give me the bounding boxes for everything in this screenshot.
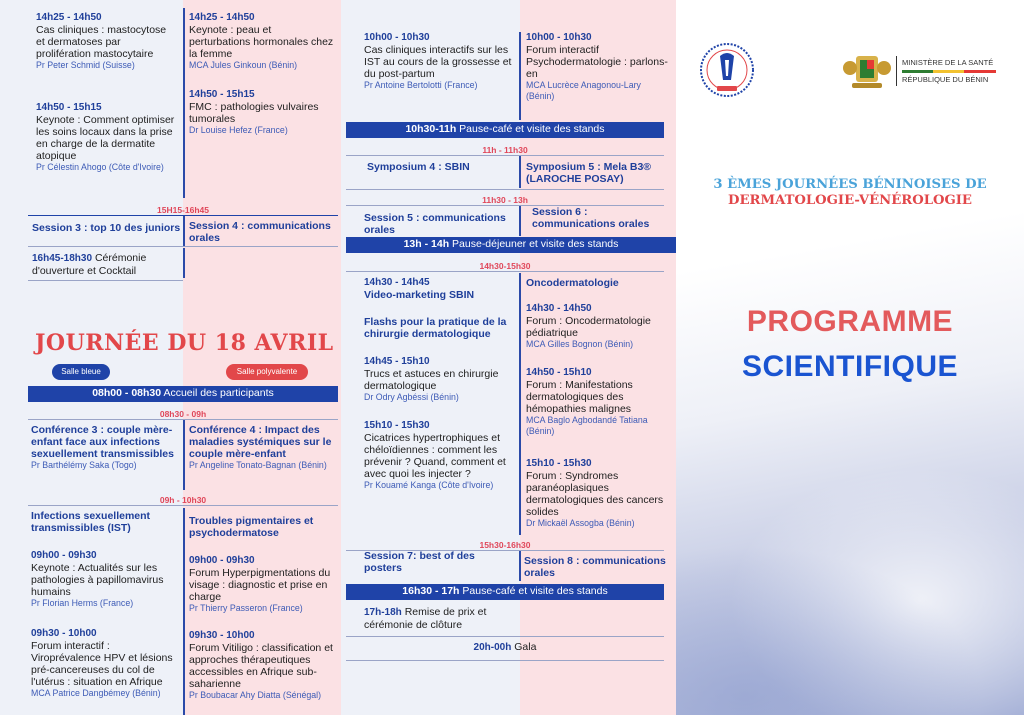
time-label: 14h50 - 15h15 [36, 102, 102, 113]
talk-title: FMC : pathologies vulvaires tumorales [189, 101, 319, 125]
time-slot-label: 11h30 - 13h [482, 195, 528, 205]
speaker: MCA Gilles Bognon (Bénin) [526, 339, 634, 349]
speaker: Dr Mickaël Assogba (Bénin) [526, 518, 635, 528]
time-label: 13h - 14h [403, 238, 450, 250]
time-label: 10h30-11h [405, 123, 457, 135]
program-subtitle: SCIENTIFIQUE [741, 350, 958, 383]
talk-title: Forum : Oncodermatologie pédiatrique [526, 315, 651, 339]
coffee-break-bar [346, 122, 664, 138]
talk-title: Forum interactif : Viroprévalence HPV et lésions pré-cancereuses du col de l'utérus : situation en Afrique [31, 640, 173, 688]
time-label: 16h45-18h30 [32, 253, 93, 264]
program-block [189, 89, 334, 136]
column-divider [519, 32, 521, 120]
event-text: Pause-café et visite des stands [456, 123, 605, 135]
day-title: JOURNÉE DU 18 AVRIL [35, 330, 334, 356]
ceremony-line [32, 252, 182, 277]
talk-title: Keynote : Comment optimiser les soins locaux dans la prise en charge de la dermatite atopique [36, 114, 175, 162]
column-divider [519, 156, 521, 188]
time-label: 20h-00h [473, 642, 512, 653]
speaker: Pr Boubacar Ahy Diatta (Sénégal) [189, 690, 322, 700]
time-label: 10h00 - 10h30 [364, 32, 430, 43]
speaker: Pr Florian Herms (France) [31, 598, 134, 608]
time-label: 14h25 - 14h50 [189, 12, 255, 23]
column-divider [183, 248, 185, 278]
time-slot-label: 11h - 11h30 [482, 145, 528, 155]
talk-title: Forum : Manifestations dermatologiques des hémopathies malignes [526, 379, 633, 415]
talk-title: Forum Hyperpigmentations du visage : diagnostic et prise en charge [189, 567, 331, 603]
time-slot-label: 08h30 - 09h [159, 409, 207, 419]
session-title: Session 4 : communications orales [189, 220, 331, 244]
time-label: 09h00 - 09h30 [189, 555, 255, 566]
program-block [36, 102, 178, 173]
time-label: 14h30 - 14h45 [364, 277, 430, 288]
column-divider [183, 8, 185, 198]
program-block [189, 555, 339, 614]
time-label: 14h30 - 14h50 [526, 303, 592, 314]
event-text: Cérémonie d'ouverture et Cocktail [32, 252, 147, 277]
speaker: Pr Barthélémy Saka (Togo) [31, 460, 137, 470]
welcome-bar [28, 386, 338, 402]
session-title: Session 8 : communications orales [524, 555, 666, 579]
event-text: Gala [511, 641, 537, 653]
lunch-bar [346, 237, 676, 253]
speaker: Pr Antoine Bertolotti (France) [364, 80, 478, 90]
session-title: Session 3 : top 10 des juniors [32, 222, 181, 234]
session-title: Flashs pour la pratique de la chirurgie dermatologique [364, 316, 507, 340]
program-title: PROGRAMME [746, 305, 954, 338]
session-title: Symposium 5 : Mela B3® (LAROCHE POSAY) [526, 161, 652, 185]
conference-block [189, 424, 339, 471]
program-block [364, 32, 514, 91]
conference-title-line-2: DERMATOLOGIE-VÉNÉROLOGIE [728, 193, 972, 208]
speaker: MCA Jules Ginkoun (Bénin) [189, 60, 298, 70]
ministry-block [902, 58, 1012, 85]
conference-block [31, 424, 181, 471]
column-divider [183, 216, 185, 246]
time-slot-label: 14h30-15h30 [479, 261, 531, 271]
speaker: Pr Thierry Passeron (France) [189, 603, 303, 613]
talk-title: Forum interactif Psychodermatologie : parlons-en [526, 44, 668, 80]
program-block [364, 356, 516, 403]
session-title: Troubles pigmentaires et psychodermatose [189, 515, 314, 539]
time-label: 09h30 - 10h00 [31, 628, 97, 639]
event-text: Pause-café et visite des stands [459, 585, 608, 597]
time-label: 09h00 - 09h30 [31, 550, 97, 561]
speaker: MCA Baglo Agbodandé Tatiana (Bénin) [526, 415, 648, 436]
time-slot-label: 09h - 10h30 [159, 495, 207, 505]
speaker: MCA Lucrèce Anagonou-Lary (Bénin) [526, 80, 641, 101]
program-block [31, 550, 181, 609]
time-label: 14h50 - 15h15 [189, 89, 255, 100]
time-label: 17h-18h [364, 607, 402, 618]
column-divider [519, 273, 521, 535]
ministry-divider [896, 56, 897, 86]
time-label: 14h25 - 14h50 [36, 12, 102, 23]
cover-wave-dark [676, 520, 1024, 715]
talk-title: Keynote : Actualités sur les pathologies à papillomavirus humains [31, 562, 164, 598]
speaker: Dr Odry Agbéssi (Bénin) [364, 392, 459, 402]
program-block [526, 32, 671, 101]
closing-line [364, 606, 514, 631]
ministry-name: MINISTÈRE DE LA SANTÉ [902, 58, 994, 67]
time-slot-label: 15h30-16h30 [479, 540, 531, 550]
coffee-break-bar [346, 584, 664, 600]
gala-line [346, 641, 664, 654]
divider [28, 505, 338, 506]
speaker: Pr Angeline Tonato-Bagnan (Bénin) [189, 460, 327, 470]
program-block [526, 303, 671, 350]
divider [28, 246, 338, 247]
time-label: 15h10 - 15h30 [364, 420, 430, 431]
time-label: 16h30 - 17h [402, 585, 460, 597]
time-label: 09h30 - 10h00 [189, 630, 255, 641]
country-name: RÉPUBLIQUE DU BÉNIN [902, 75, 989, 84]
divider [346, 660, 664, 661]
program-block [189, 12, 334, 71]
program-block [36, 12, 176, 71]
session-title: Infections sexuellement transmissibles (IST) [31, 510, 151, 534]
talk-title: Cicatrices hypertrophiques et chéloïdiennes : comment les prévenir ? Quand, comment et avec quoi les injecter ? [364, 432, 506, 480]
speaker: Dr Louise Hefez (France) [189, 125, 288, 135]
pink-room-column-2 [520, 0, 676, 715]
program-block [526, 458, 674, 529]
time-label: 15h10 - 15h30 [526, 458, 592, 469]
speaker: Pr Kouamé Kanga (Côte d'Ivoire) [364, 480, 494, 490]
time-label: 14h45 - 15h10 [364, 356, 430, 367]
room-pill-blue: Salle bleue [52, 364, 110, 380]
talk-title: Keynote : peau et perturbations hormonales chez la femme [189, 24, 334, 60]
column-divider [183, 508, 185, 715]
column-divider [519, 206, 521, 236]
time-label: 10h00 - 10h30 [526, 32, 592, 43]
conference-title-line-1: 3 ÈMES JOURNÉES BÉNINOISES DE [713, 177, 987, 192]
session-title: Video-marketing SBIN [364, 289, 475, 301]
speaker: Pr Peter Schmid (Suisse) [36, 60, 135, 70]
column-divider [183, 420, 185, 490]
talk-title: Cas cliniques : mastocytose et dermatoses par prolifération mastocytaire [36, 24, 167, 60]
time-slot-label: 15H15-16h45 [157, 205, 209, 215]
program-block [189, 630, 339, 701]
event-text: Remise de prix et cérémonie de clôture [364, 606, 487, 631]
time-label: 08h00 - 08h30 [92, 387, 162, 399]
divider [346, 155, 664, 156]
society-logo [698, 40, 756, 102]
talk-title: Forum : Syndromes paranéoplasiques dermatologiques des cancers solides [526, 470, 664, 518]
program-block [364, 277, 516, 301]
talk-title: Cas cliniques interactifs sur les IST au cours de la grossesse et du post-partum [364, 44, 512, 80]
session-title: Session 7: best of des posters [364, 550, 475, 574]
session-title: Symposium 4 : SBIN [367, 161, 470, 173]
column-divider [519, 551, 521, 581]
room-pill-red: Salle polyvalente [226, 364, 308, 380]
event-text: Pause-déjeuner et visite des stands [449, 238, 619, 250]
program-block [31, 628, 181, 699]
coat-of-arms-icon [842, 50, 892, 90]
talk-title: Trucs et astuces en chirurgie dermatologique [364, 368, 499, 392]
time-label: 14h50 - 15h10 [526, 367, 592, 378]
divider [346, 189, 664, 190]
session-title: Conférence 3 : couple mère-enfant face aux infections sexuellement transmissibles [31, 424, 174, 460]
program-block [526, 367, 671, 436]
talk-title: Forum Vitiligo : classification et approches thérapeutiques accessibles en Afrique sub-saharienne [189, 642, 333, 690]
divider [346, 636, 664, 637]
divider [28, 280, 183, 281]
session-title: Session 6 : communications orales [532, 206, 650, 230]
session-title: Oncodermatologie [526, 277, 619, 289]
flag-stripe [902, 70, 996, 73]
event-text: Accueil des participants [161, 387, 274, 399]
divider [346, 271, 664, 272]
speaker: MCA Patrice Dangbémey (Bénin) [31, 688, 161, 698]
program-block [364, 420, 516, 491]
session-title: Session 5 : communications orales [364, 212, 506, 236]
speaker: Pr Célestin Ahogo (Côte d'Ivoire) [36, 162, 164, 172]
session-title: Conférence 4 : Impact des maladies systémiques sur le couple mère-enfant [189, 424, 332, 460]
